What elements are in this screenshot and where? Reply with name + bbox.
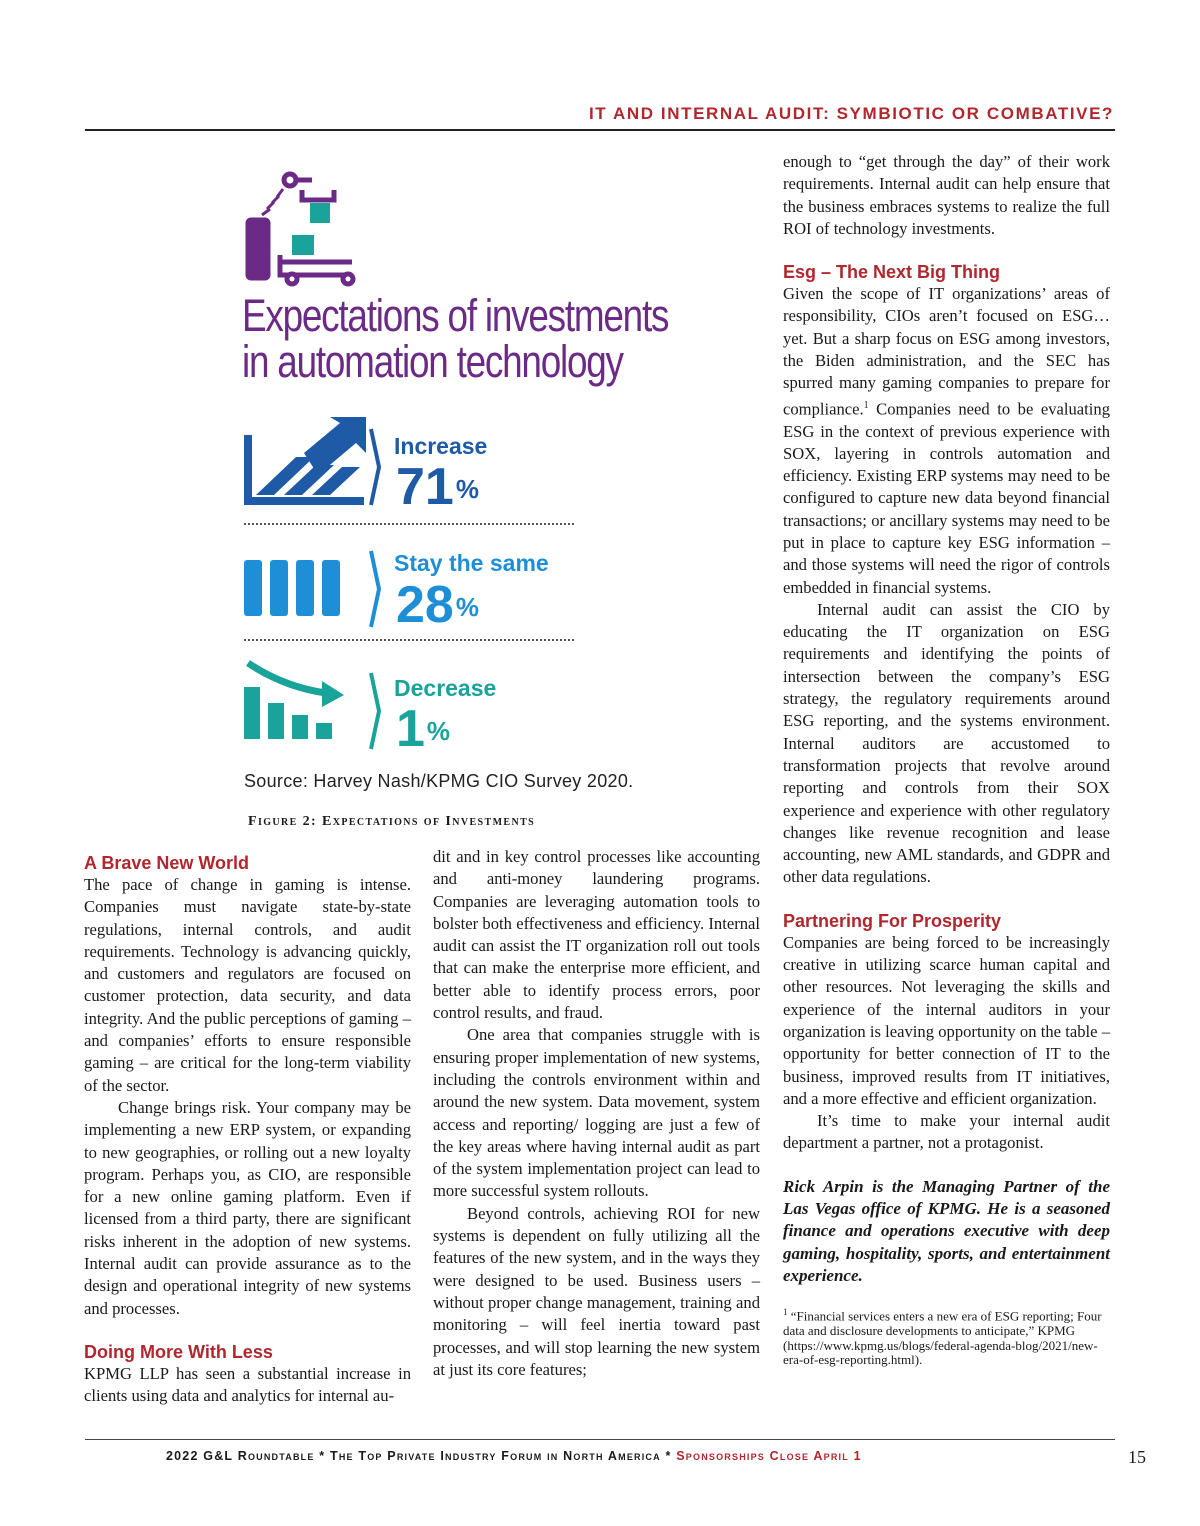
heading-partnering: Partnering For Prosperity	[783, 910, 1002, 931]
figure-title	[242, 290, 669, 387]
paragraph: One area that companies struggle with is ensuring proper implementation of new systems, including the controls environment within and around the new system. Data movement, system access and reporting/ logging are just a few of the key areas where having internal audit as part of the system implementation project can lead to more successful system rollouts.	[433, 1025, 760, 1201]
paragraph: Beyond controls, achieving ROI for new systems is dependent on fully utilizing all the features of the new system, and in the ways they were designed to be used. Business users – without proper change management, training and monitoring – will feel inertia toward past processes, and will stop learning the new system at just its core features;	[433, 1203, 760, 1379]
author-bio: Rick Arpin is the Managing Partner of the Las Vegas office of KPMG. He is a seasoned finance and operations executive with deep gaming, hospitality, sports, and entertainment experience.	[783, 1176, 1110, 1285]
footnote: $^1$ “Financial services enters a new era of ESG reporting; Four data and disclosure developments to anticipate,” KPMG (https://www.kpmg.us/blogs/federal-agenda-blog/2021/new-era-of-esg-reporting.html).	[783, 1307, 1102, 1368]
paragraph: Change brings risk. Your company may be implementing a new ERP system, or expanding to new geographies, or rolling out a new loyalty program. Perhaps you, as CIO, are responsible for a new online gaming platform. Even if licensed from a third party, there are significant risks inherent in the adoption of new systems. Internal audit can provide assurance as to the design and operational integrity of new systems and processes.	[84, 1097, 411, 1318]
page-number: 15	[1128, 1447, 1146, 1467]
column-1	[84, 852, 411, 1408]
decrease-value: 1%	[396, 700, 451, 758]
header-rule	[85, 129, 1115, 131]
paragraph: dit and in key control processes like accounting and anti-money laundering programs. Companies are leveraging automation tools to bolster both effectiveness and efficiency. Internal audit can assist the IT organization roll out tools that can make the enterprise more efficient, and better able to identify process errors, poor control results, and fraud.	[433, 847, 760, 1023]
figure-title-line1: Expectations of investments	[242, 290, 669, 341]
footer-banner: 2022 G&L Roundtable * The Top Private Industry Forum in North America * Sponsorships Close April 1	[166, 1449, 862, 1463]
decrease-chart-icon	[244, 657, 354, 742]
paragraph: Companies are being forced to be increasingly creative in utilizing scarce human capital and other resources. Not leveraging the skills and experience of the internal auditors in your organization is leaving opportunity on the table – opportunity for better connection of IT to the business, improved results from IT initiatives, and a more effective and efficient organization.	[783, 932, 1110, 1108]
heading-doing-more-with-less: Doing More With Less	[84, 1341, 273, 1362]
divider-1	[244, 523, 574, 525]
automation-robot-icon	[240, 165, 380, 287]
heading-esg: Esg – The Next Big Thing	[783, 262, 1001, 283]
footer-highlight: Sponsorships Close April 1	[676, 1449, 862, 1463]
decrease-chevron-icon	[368, 671, 382, 751]
increase-chart-icon	[244, 417, 374, 507]
figure-source: Source: Harvey Nash/KPMG CIO Survey 2020.	[244, 771, 634, 791]
paragraph: KPMG LLP has seen a substantial increase in clients using data and analytics for internal au-	[84, 1363, 411, 1406]
infographic-figure	[240, 165, 669, 805]
paragraph: enough to “get through the day” of their work requirements. Internal audit can help ensure that the business embraces systems to realize the full ROI of technology investments.	[783, 152, 1110, 238]
decrease-label: Decrease	[394, 675, 497, 701]
running-title: IT AND INTERNAL AUDIT: SYMBIOTIC OR COMBATIVE?	[588, 104, 1114, 123]
stay-same-label: Stay the same	[394, 550, 549, 576]
heading-brave-new-world: A Brave New World	[84, 853, 250, 873]
stay-same-value: 28%	[396, 576, 479, 634]
column-2	[433, 846, 760, 1381]
figure-title-line2: in automation technology	[242, 336, 623, 387]
paragraph: Given the scope of IT organizations’ areas of responsibility, CIOs aren’t focused on ESG…yet. But a sharp focus on ESG among investors, the Biden administration, and the SEC has spurred many gaming companies to prepare for compliance.$^1$ Companies need to be evaluating ESG in the context of previous experience with SOX, layering in controls automation and efficiency. Existing ERP systems may need to be configured to capture new data beyond financial transactions; or ancillary systems may need to be put in place to capture key ESG information – and those systems will need the rigor of controls embedded in financial systems.	[783, 284, 1110, 597]
paragraph: Internal audit can assist the CIO by educating the IT organization on ESG requirements and identifying the points of intersection between the company’s ESG strategy, the regulatory requirements around ESG reporting, and the systems environment. Internal auditors are accustomed to transformation projects that revolve around reporting and controls from their SOX experience and experience with other regulatory changes like revenue recognition and lease accounting, new AML standards, and GDPR and other data regulations.	[783, 599, 1110, 887]
footnote-ref: 1	[863, 399, 869, 411]
paragraph: It’s time to make your internal audit department a partner, not a protagonist.	[783, 1111, 1110, 1153]
footer-rule	[85, 1439, 1115, 1440]
divider-2	[244, 639, 574, 641]
stay-same-bars-icon	[244, 560, 344, 616]
column-3	[783, 151, 1110, 1368]
increase-value: 71%	[396, 458, 479, 516]
paragraph: The pace of change in gaming is intense. Companies must navigate state-by-state regulations, internal controls, and audit requirements. Technology is advancing quickly, and customers and regulators are focused on customer protection, data security, and data integrity. And the public perceptions of gaming – and companies’ efforts to ensure responsible gaming – are critical for the long-term viability of the sector.	[84, 875, 411, 1095]
stay-same-chevron-icon	[368, 549, 382, 629]
increase-label: Increase	[394, 433, 488, 459]
figure-caption: Figure 2: Expectations of Investments	[248, 814, 536, 829]
increase-chevron-icon	[368, 427, 382, 507]
